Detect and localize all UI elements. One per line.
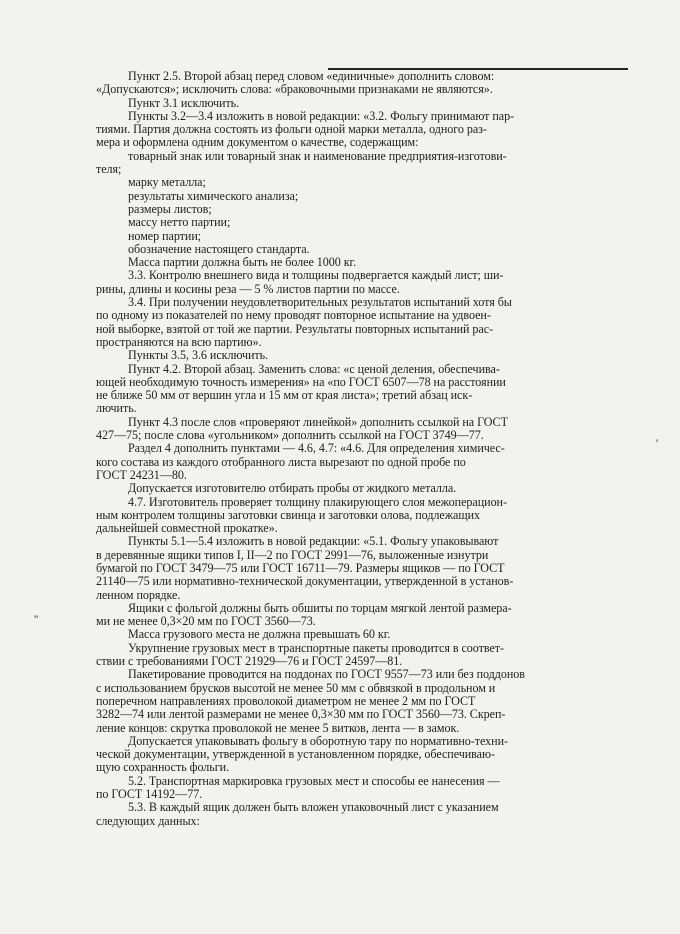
text-line: 3.3. Контролю внешнего вида и толщины подвергается каждый лист; ши- (128, 269, 504, 283)
text-line: «Допускаются»; исключить слова: «браковочными признаками не являются». (96, 83, 493, 97)
text-line: ми не менее 0,3×20 мм по ГОСТ 3560—73. (96, 615, 316, 629)
text-line: ным контролем толщины заготовки свинца и заготовки олова, подлежащих (96, 508, 481, 522)
text-line: по ГОСТ 14192—77. (96, 788, 203, 802)
text-line: Пункты 5.1—5.4 изложить в новой редакции: «5.1. Фольгу упаковывают (128, 535, 499, 549)
text-line: Пакетирование проводится на поддонах по ГОСТ 9557—73 или без поддонов (128, 668, 525, 682)
text-line: ющей необходимую точность измерения» на «по ГОСТ 6507—78 на расстоянии (96, 375, 506, 389)
text-line: Масса партии должна быть не более 1000 кг. (128, 256, 357, 270)
text-line: Пункт 4.3 после слов «проверяют линейкой» дополнить ссылкой на ГОСТ (128, 415, 508, 429)
text-line: массу нетто партии; (128, 216, 231, 230)
text-line: марку металла; (128, 176, 206, 190)
text-line: 427—75; после слова «угольником» дополнить ссылкой на ГОСТ 3749—77. (96, 429, 484, 443)
text-line: Пункт 3.1 исключить. (128, 96, 240, 110)
text-line: щую сохранность фольги. (96, 761, 230, 775)
text-line: результаты химического анализа; (128, 189, 299, 203)
text-line: Пункты 3.5, 3.6 исключить. (128, 349, 269, 363)
text-line: рины, длины и косины реза — 5 % листов партии по массе. (96, 282, 400, 296)
text-line: ной выборке, взятой от той же партии. Результаты повторных испытаний рас- (96, 322, 494, 336)
margin-mark: ' (656, 436, 659, 450)
text-line: поперечном направлениях проволокой диаметром не менее 2 мм по ГОСТ (96, 694, 476, 708)
text-line: ление концов: скрутка проволокой не менее 5 витков, лента — в замок. (96, 721, 460, 735)
document-body (96, 70, 620, 828)
text-line: Допускается упаковывать фольгу в оборотную тару по нормативно-техни- (128, 734, 508, 748)
text-line: дальнейшей совместной прокатке». (96, 522, 278, 536)
text-line: Укрупнение грузовых мест в транспортные пакеты проводится в соответ- (128, 641, 504, 655)
text-line: 5.2. Транспортная маркировка грузовых мест и способы ее нанесения — (128, 774, 500, 788)
text-line: не ближе 50 мм от вершин угла и 15 мм от края листа»; третий абзац иск- (96, 389, 473, 403)
text-line: Масса грузового места не должна превышать 60 кг. (128, 628, 391, 642)
text-line: Пункт 4.2. Второй абзац. Заменить слова: «с ценой деления, обеспечива- (128, 362, 500, 376)
text-line: Допускается изготовителю отбирать пробы от жидкого металла. (128, 482, 457, 496)
text-line: номер партии; (128, 229, 202, 243)
text-line: ствии с требованиями ГОСТ 21929—76 и ГОСТ 24597—81. (96, 655, 403, 669)
text-line: Ящики с фольгой должны быть обшиты по торцам мягкой лентой размера- (128, 601, 512, 615)
text-line: лючить. (96, 402, 137, 416)
text-line: Раздел 4 дополнить пунктами — 4.6, 4.7: «4.6. Для определения химичес- (128, 442, 505, 456)
text-line: товарный знак или товарный знак и наименование предприятия-изготови- (128, 149, 507, 163)
text-line: 5.3. В каждый ящик должен быть вложен упаковочный лист с указанием (128, 801, 499, 815)
text-line: Пункты 3.2—3.4 изложить в новой редакции: «3.2. Фольгу принимают пар- (128, 109, 515, 123)
text-line: обозначение настоящего стандарта. (128, 242, 310, 256)
text-line: кого состава из каждого отобранного листа вырезают по одной пробе по (96, 455, 466, 469)
text-line: 3282—74 или лентой размерами не менее 0,3×30 мм по ГОСТ 3560—73. Скреп- (96, 708, 506, 722)
text-line: в деревянные ящики типов I, II—2 по ГОСТ 2991—76, выложенные изнутри (96, 548, 489, 562)
text-line: пространяются на всю партию». (96, 335, 262, 349)
text-line: бумагой по ГОСТ 3479—75 или ГОСТ 16711—79. Размеры ящиков — по ГОСТ (96, 561, 505, 575)
text-line: тиями. Партия должна состоять из фольги одной марки металла, одного раз- (96, 123, 487, 137)
text-line: 3.4. При получении неудовлетворительных результатов испытаний хотя бы (128, 296, 512, 310)
text-line: ческой документации, утвержденной в установленном порядке, обеспечиваю- (96, 748, 495, 762)
text-line: мера и оформлена одним документом о качестве, содержащим: (96, 136, 419, 150)
text-line: 4.7. Изготовитель проверяет толщину плакирующего слоя межоперацион- (128, 495, 507, 509)
margin-mark: '' (34, 612, 39, 626)
text-line: теля; (96, 163, 122, 177)
text-line: размеры листов; (128, 202, 212, 216)
text-line: Пункт 2.5. Второй абзац перед словом «единичные» дополнить словом: (128, 70, 495, 83)
text-line: 21140—75 или нормативно-технической документации, утвержденной в установ- (96, 575, 514, 589)
text-line: ГОСТ 24231—80. (96, 468, 187, 482)
text-line: следующих данных: (96, 814, 200, 828)
text-line: ленном порядке. (96, 588, 181, 602)
text-line: по одному из показателей по нему проводят повторное испытание на удвоен- (96, 309, 491, 323)
text-line: с использованием брусков высотой не менее 50 мм с обвязкой в продольном и (96, 681, 496, 695)
